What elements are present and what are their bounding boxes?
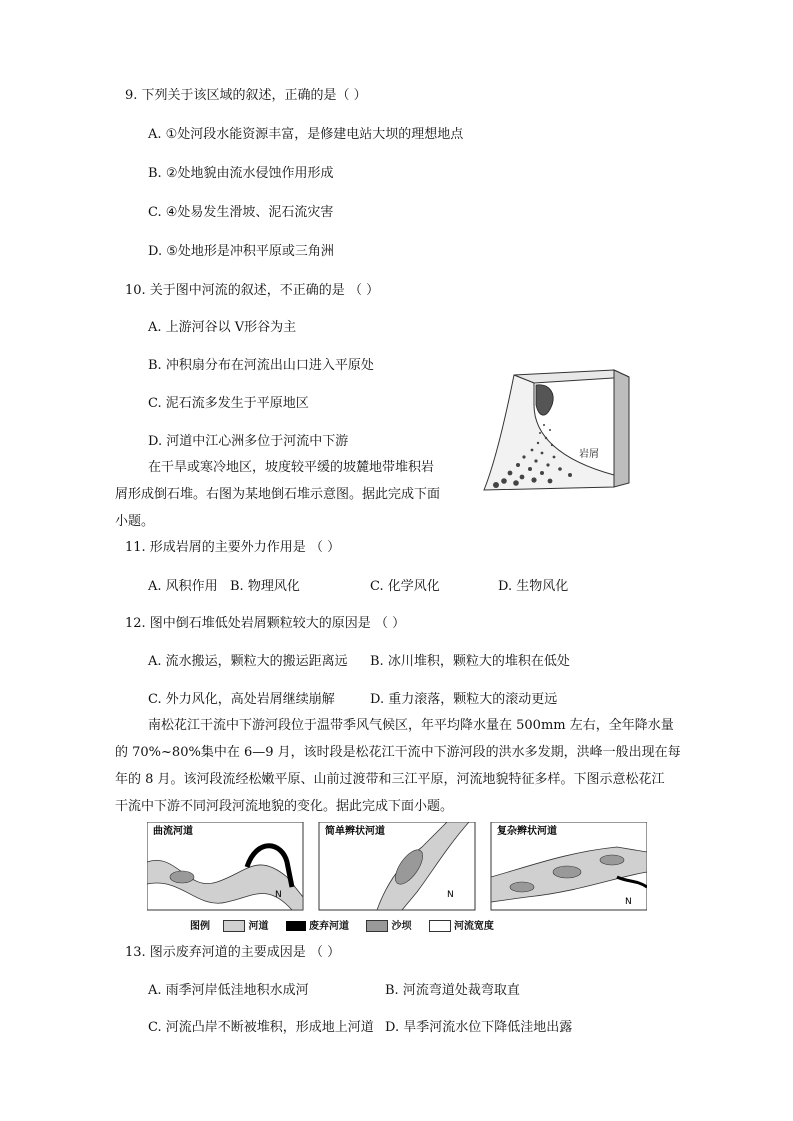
legend-abandoned: 废弃河道 [308,921,349,932]
q13-option-a: A. 雨季河岸低洼地积水成河 [148,983,309,998]
north-arrow-3: N [625,897,632,907]
q12-option-d: D. 重力滚落，颗粒大的滚动更远 [370,692,558,707]
q11-stem: 11. 形成岩屑的主要外力作用是 （ ） [125,540,341,555]
legend-sandbar-swatch [366,920,388,932]
q11-option-a: A. 风积作用 [148,579,218,594]
q12-stem: 12. 图中倒石堆低处岩屑颗粒较大的原因是 （ ） [125,616,406,631]
q11-option-c: C. 化学风化 [370,579,440,594]
q13-option-d: D. 旱季河流水位下降低洼地出露 [385,1020,573,1035]
q10-option-a: A. 上游河谷以 V形谷为主 [148,320,297,335]
legend-width: 河流宽度 [453,921,494,932]
passage1-line1: 在干旱或寒冷地区，坡度较平缓的坡麓地带堆积岩 [148,460,435,475]
river-landform-figure [147,822,647,932]
q9-option-c: C. ④处易发生滑坡、泥石流灾害 [148,205,334,220]
q10-option-d: D. 河道中江心洲多位于河流中下游 [148,434,349,449]
q9-option-d: D. ⑤处地形是冲积平原或三角洲 [148,244,334,259]
panel-simple-braided-title: 简单辫状河道 [325,826,385,837]
legend-title: 图例 [190,921,210,932]
panel-meander-title: 曲流河道 [153,826,193,837]
passage2-line3: 年的 8 月。该河段流经松嫩平原、山前过渡带和三江平原，河流地貌特征多样。下图示意松花江 [115,772,665,787]
panel-complex-braided [491,822,647,910]
panel-simple-braided [319,822,475,910]
passage2-line4: 干流中下游不同河段河流地貌的变化。据此完成下面小题。 [115,799,454,814]
panel-complex-braided-title: 复杂辫状河道 [497,826,557,837]
scree-slope-figure [474,365,634,500]
q10-option-c: C. 泥石流多发生于平原地区 [148,396,309,411]
q12-option-a: A. 流水搬运，颗粒大的搬运距离远 [148,654,348,669]
legend-river: 河道 [248,921,269,932]
q13-stem: 13. 图示废弃河道的主要成因是 （ ） [125,945,341,960]
q12-option-c: C. 外力风化，高处岩屑继续崩解 [148,692,335,707]
passage2-line2: 的 70%~80%集中在 6—9 月，该时段是松花江干流中下游河段的洪水多发期，洪峰一般出现在每 [115,745,681,760]
q10-stem: 10. 关于图中河流的叙述，不正确的是 （ ） [125,283,380,298]
scree-label: 岩屑 [579,449,599,460]
q13-option-c: C. 河流凸岸不断被堆积，形成地上河道 [148,1020,374,1035]
q9-option-b: B. ②处地貌由流水侵蚀作用形成 [148,166,334,181]
q11-option-d: D. 生物风化 [498,579,569,594]
q10-option-b: B. 冲积扇分布在河流出山口进入平原处 [148,358,374,373]
panel-meander [147,822,303,910]
legend-width-icon [429,920,451,932]
north-arrow-1: N [275,890,282,900]
passage1-line2: 屑形成倒石堆。右图为某地倒石堆示意图。据此完成下面 [115,487,441,502]
q11-option-b: B. 物理风化 [230,579,300,594]
q13-option-b: B. 河流弯道处裁弯取直 [385,983,520,998]
figure-legend [190,917,494,932]
legend-sandbar: 沙坝 [391,921,412,932]
passage2-line1: 南松花江干流中下游河段位于温带季风气候区，年平均降水量在 500mm 左右，全年降水量 [148,718,674,733]
passage1-line3: 小题。 [115,514,155,529]
north-arrow-2: N [447,890,454,900]
legend-river-swatch [223,920,245,932]
q9-stem: 9. 下列关于该区域的叙述，正确的是（ ） [125,88,367,103]
legend-abandoned-swatch [286,921,306,931]
q9-option-a: A. ①处河段水能资源丰富，是修建电站大坝的理想地点 [148,127,464,142]
q12-option-b: B. 冰川堆积，颗粒大的堆积在低处 [370,654,570,669]
